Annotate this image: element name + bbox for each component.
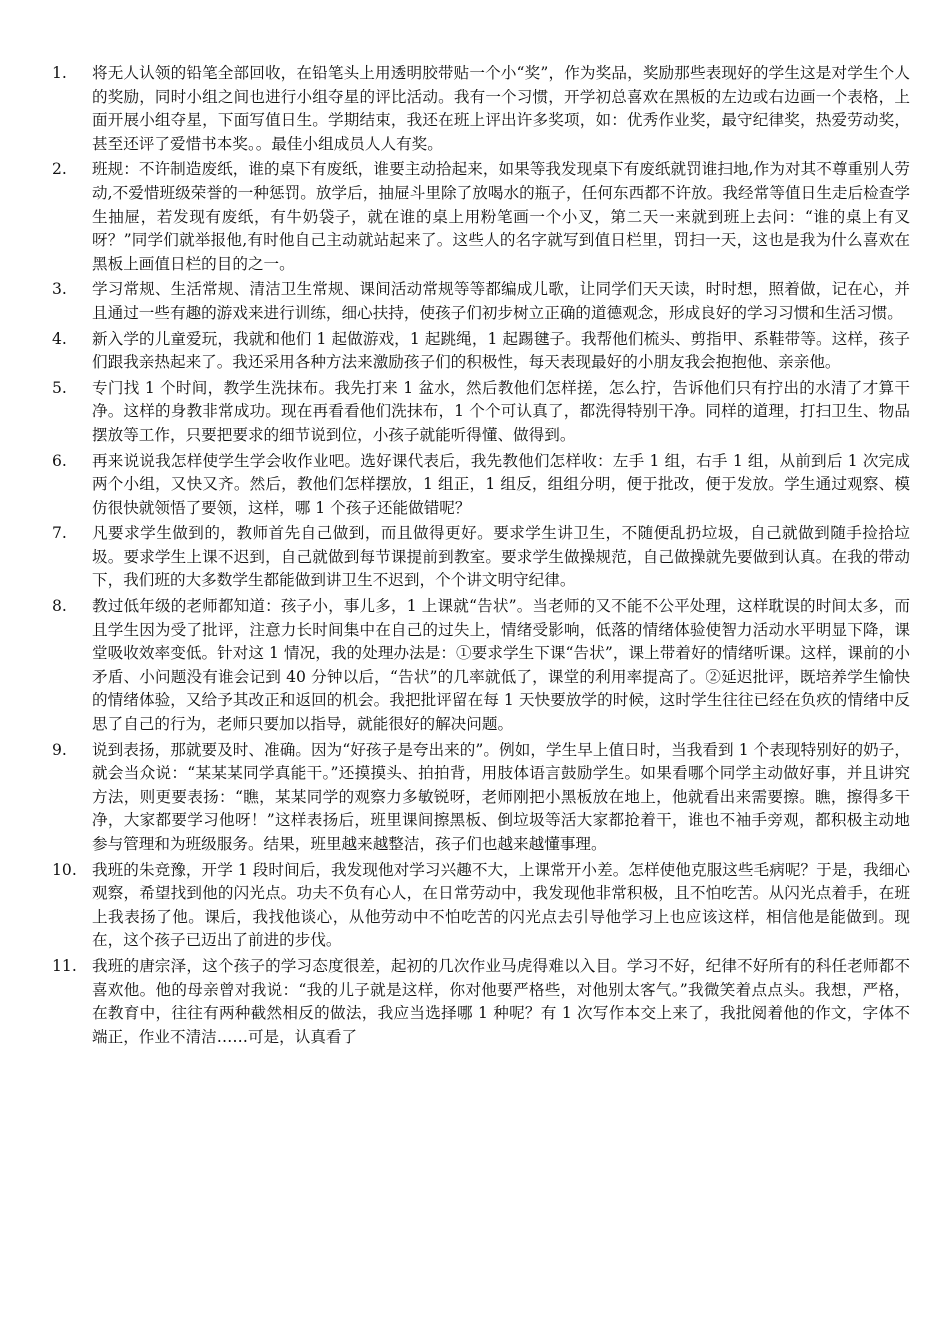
item-number: 4. <box>52 329 67 348</box>
item-text: 我班的唐宗泽，这个孩子的学习态度很差，起初的几次作业马虎得难以入目。学习不好，纪律不好所有的科任老师都不喜欢他。他的母亲曾对我说：“我的儿子就是这样，你对他要严格些，对他别太客气。”我微笑着点点头。我想，严格，在教育中，往往有两种截然相反的做法，我应当选择哪 1 种呢？有 1 次写作本交上来了，我批阅着他的作文，字体不端正，作业不清洁……可是，认真看了 <box>92 956 910 1046</box>
item-text: 再来说说我怎样使学生学会收作业吧。选好课代表后，我先教他们怎样收：左手 1 组，右手 1 组，从前到后 1 次完成两个小组，又快又齐。然后，教他们怎样摆放，1 组正，1 组反，组组分明，便于批改，便于发放。学生通过观察、模仿很快就领悟了要领，这样，哪 1 个孩子还能做错呢？ <box>92 451 910 517</box>
list-item <box>52 62 910 156</box>
item-number: 11. <box>52 956 77 975</box>
item-number: 6. <box>52 451 67 470</box>
list-item <box>52 955 910 1049</box>
list-item <box>52 377 910 448</box>
item-number: 8. <box>52 597 67 616</box>
list-item <box>52 522 910 593</box>
item-text: 专门找 1 个时间，教学生洗抹布。我先打来 1 盆水，然后教他们怎样搓，怎么拧，告诉他们只有拧出的水清了才算干净。这样的身教非常成功。现在再看看他们洗抹布，1 个个可认真了，都洗得特别干净。同样的道理，打扫卫生、物品摆放等工作，只要把要求的细节说到位，小孩子就能听得懂、做得到。 <box>92 378 910 444</box>
item-number: 7. <box>52 524 67 543</box>
item-text: 凡要求学生做到的，教师首先自己做到，而且做得更好。要求学生讲卫生，不随便乱扔垃圾，自己就做到随手捡拾垃圾。要求学生上课不迟到，自己就做到每节课提前到教室。要求学生做操规范，自己做操就先要做到认真。在我的带动下，我们班的大多数学生都能做到讲卫生不迟到，个个讲文明守纪律。 <box>92 524 910 590</box>
list-item <box>52 595 910 737</box>
item-number: 9. <box>52 740 67 759</box>
item-number: 10. <box>52 860 77 879</box>
item-number: 2. <box>52 160 67 179</box>
item-text: 教过低年级的老师都知道：孩子小，事儿多，1 上课就“告状”。当老师的又不能不公平处理，这样耽误的时间太多，而且学生因为受了批评，注意力长时间集中在自己的过失上，情绪受影响，低落的情绪体验使智力活动水平明显下降，课堂吸收效率变低。针对这 1 情况，我的处理办法是：①要求学生下课“告状”，课上带着好的情绪听课。这样，课前的小矛盾、小问题没有谁会记到 40 分钟以后，“告状”的几率就低了，课堂的利用率提高了。②延迟批评，既培养学生愉快的情绪体验，又给予其改正和返回的机会。我把批评留在每 1 天快要放学的时候，这时学生往往已经在负疚的情绪中反思了自己的行为，老师只要加以指导，就能很好的解决问题。 <box>92 597 910 734</box>
list-item <box>52 739 910 857</box>
list-item <box>52 450 910 521</box>
list-item <box>52 328 910 375</box>
item-number: 3. <box>52 280 67 299</box>
item-text: 我班的朱竞豫，开学 1 段时间后，我发现他对学习兴趣不大，上课常开小差。怎样使他克服这些毛病呢？于是，我细心观察，希望找到他的闪光点。功夫不负有心人，在日常劳动中，我发现他非常积极，且不怕吃苦。从闪光点着手，在班上我表扬了他。课后，我找他谈心，从他劳动中不怕吃苦的闪光点去引导他学习上也应该这样，相信他是能做到。现在，这个孩子已迈出了前进的步伐。 <box>92 860 910 950</box>
item-text: 学习常规、生活常规、清洁卫生常规、课间活动常规等等都编成儿歌，让同学们天天读，时时想，照着做，记在心，并且通过一些有趣的游戏来进行训练，细心扶持，使孩子们初步树立正确的道德观念，形成良好的学习习惯和生活习惯。 <box>92 280 910 322</box>
list-item <box>52 859 910 953</box>
numbered-list <box>52 62 910 1051</box>
list-item <box>52 158 910 276</box>
list-item <box>52 278 910 325</box>
item-text: 新入学的儿童爱玩，我就和他们 1 起做游戏，1 起跳绳，1 起踢毽子。我帮他们梳头、剪指甲、系鞋带等。这样，孩子们跟我亲热起来了。我还采用各种方法来激励孩子们的积极性，每天表现最好的小朋友我会抱抱他、亲亲他。 <box>92 329 910 372</box>
item-text: 说到表扬，那就要及时、准确。因为“好孩子是夸出来的”。例如，学生早上值日时，当我看到 1 个表现特别好的奶子，就会当众说：“某某某同学真能干。”还摸摸头、拍拍背，用肢体语言鼓励学生。如果看哪个同学主动做好事，并且讲究方法，则更要表扬：“瞧，某某同学的观察力多敏锐呀，老师刚把小黑板放在地上，他就看出来需要擦。瞧，擦得多干净，大家都要学习他呀！”这样表扬后，班里课间擦黑板、倒垃圾等活大家都抢着干，谁也不袖手旁观，都积极主动地参与管理和为班级服务。结果，班里越来越整洁，孩子们也越来越懂事理。 <box>92 740 910 853</box>
item-text: 将无人认领的铅笔全部回收，在铅笔头上用透明胶带贴一个小“奖”，作为奖品，奖励那些表现好的学生这是对学生个人的奖励，同时小组之间也进行小组夺星的评比活动。我有一个习惯，开学初总喜欢在黑板的左边或右边画一个表格，上面开展小组夺星，下面写值日生。学期结束，我还在班上评出许多奖项，如：优秀作业奖，最守纪律奖，热爱劳动奖，甚至还评了爱惜书本奖。。最佳小组成员人人有奖。 <box>92 64 910 153</box>
item-number: 5. <box>52 378 67 397</box>
item-text: 班规：不许制造废纸，谁的桌下有废纸，谁要主动拾起来，如果等我发现桌下有废纸就罚谁扫地,作为对其不尊重别人劳动,不爱惜班级荣誉的一种惩罚。放学后，抽屉斗里除了放喝水的瓶子，任何东西都不许放。我经常等值日生走后检查学生抽屉，若发现有废纸，有牛奶袋子，就在谁的桌上用粉笔画一个小叉，第二天一来就到班上去问：“谁的桌上有叉呀？”同学们就举报他,有时他自己主动就站起来了。这些人的名字就写到值日栏里，罚扫一天，这也是我为什么喜欢在黑板上画值日栏的目的之一。 <box>92 160 910 273</box>
item-number: 1. <box>52 64 67 82</box>
